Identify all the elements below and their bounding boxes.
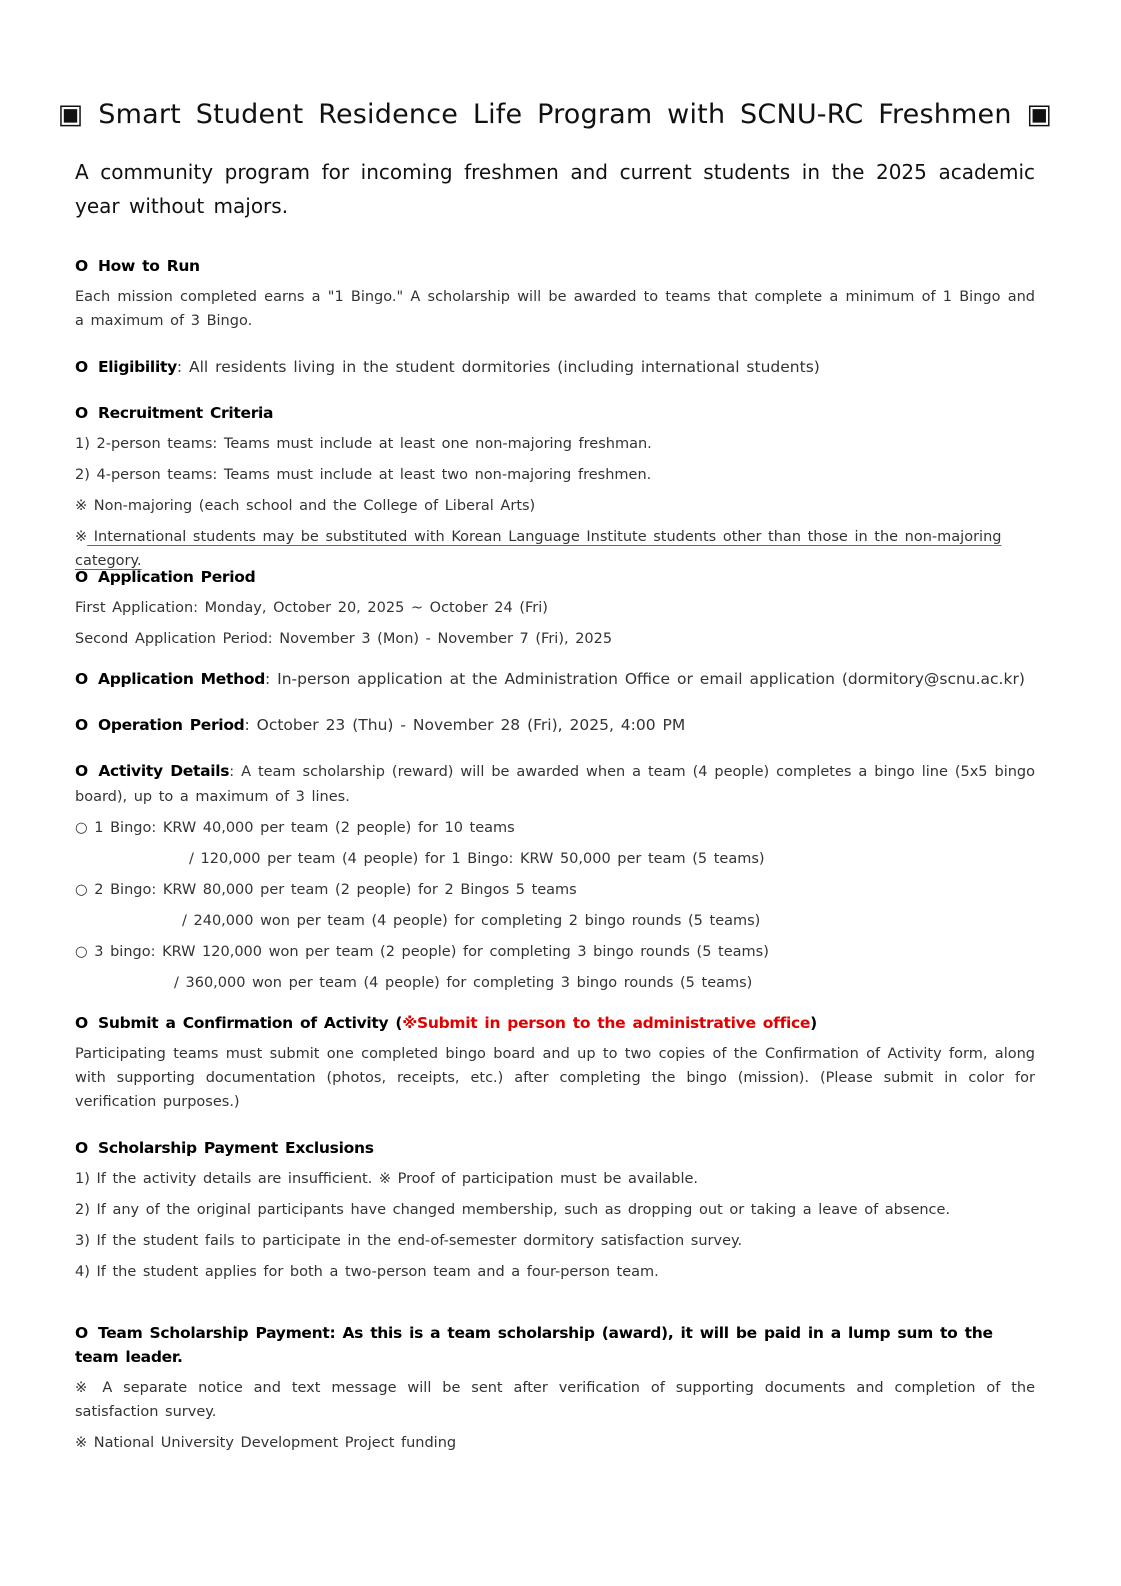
section-recruitment	[75, 401, 1035, 569]
section-text: : In-person application at the Administration Office or email application (dormitory@scnu.ac.kr)	[265, 670, 1025, 688]
heading-text: Operation Period	[98, 716, 245, 734]
heading-text: How to Run	[98, 257, 200, 275]
circle-bullet-icon: O	[75, 762, 88, 780]
list-item: 1) If the activity details are insufficient. ※ Proof of participation must be available.	[75, 1171, 699, 1187]
list-item: ○ 3 bingo: KRW 120,000 won per team (2 people) for completing 3 bingo rounds (5 teams)	[75, 944, 769, 960]
section-exclusions	[75, 1136, 1035, 1291]
section-activity-details	[75, 759, 1035, 1002]
list-item: ○ 2 Bingo: KRW 80,000 per team (2 people) for 2 Bingos 5 teams	[75, 882, 577, 898]
section-text: Each mission completed earns a "1 Bingo." A scholarship will be awarded to teams that complete a minimum of 1 Bingo and a maximum of 3 Bingo.	[75, 289, 1035, 329]
circle-bullet-icon: O	[75, 670, 88, 688]
section-heading	[75, 355, 1035, 379]
section-heading	[75, 1136, 1035, 1160]
section-heading	[75, 713, 1035, 737]
section-heading	[75, 667, 1035, 691]
page-title: ▣ Smart Student Residence Life Program with SCNU-RC Freshmen ▣	[57, 99, 1053, 130]
circle-bullet-icon: O	[75, 257, 88, 275]
section-text: Participating teams must submit one completed bingo board and up to two copies of the Confirmation of Activity form, along with supporting documentation (photos, receipts, etc.) after completing the bingo (mission). (Please submit in color for verification purposes.)	[75, 1046, 1035, 1110]
list-item: First Application: Monday, October 20, 2025 ~ October 24 (Fri)	[75, 600, 548, 616]
heading-close: )	[810, 1014, 817, 1032]
heading-text: Application Period	[98, 568, 256, 586]
section-heading	[75, 1011, 1035, 1035]
circle-bullet-icon: O	[75, 1014, 88, 1032]
circle-bullet-icon: O	[75, 1324, 88, 1342]
list-item: ○ 1 Bingo: KRW 40,000 per team (2 people) for 10 teams	[75, 820, 515, 836]
section-heading	[75, 565, 1035, 589]
list-item: 3) If the student fails to participate in the end-of-semester dormitory satisfaction survey.	[75, 1233, 743, 1249]
circle-bullet-icon: O	[75, 1139, 88, 1157]
section-text: : A team scholarship (reward) will be awarded when a team (4 people) completes a bingo line (5x5 bingo board), up to a maximum of 3 lines.	[75, 764, 1035, 805]
list-item: / 360,000 won per team (4 people) for completing 3 bingo rounds (5 teams)	[174, 975, 753, 991]
section-heading	[75, 401, 1035, 425]
heading-text: Eligibility	[98, 358, 177, 376]
section-heading	[75, 254, 1035, 278]
list-item: / 120,000 per team (4 people) for 1 Bingo: KRW 50,000 per team (5 teams)	[189, 851, 765, 867]
list-item: Second Application Period: November 3 (Mon) - November 7 (Fri), 2025	[75, 631, 613, 647]
heading-text: Activity Details	[98, 762, 230, 780]
list-item: ※ National University Development Project funding	[75, 1435, 457, 1451]
circle-bullet-icon: O	[75, 358, 88, 376]
section-heading	[75, 1321, 1035, 1369]
section-application-method	[75, 667, 1035, 691]
section-operation-period	[75, 713, 1035, 737]
list-item: 2) If any of the original participants have changed membership, such as dropping out or taking a leave of absence.	[75, 1202, 951, 1218]
section-application-period	[75, 565, 1035, 658]
list-item-note	[75, 525, 1035, 569]
heading-text: Scholarship Payment Exclusions	[98, 1139, 374, 1157]
list-item: ※ Non-majoring (each school and the College of Liberal Arts)	[75, 498, 536, 514]
heading-text: Team Scholarship Payment: As this is a team scholarship (award), it will be paid in a lump sum to the team leader.	[75, 1324, 993, 1366]
circle-bullet-icon: O	[75, 568, 88, 586]
section-text: : All residents living in the student dormitories (including international students)	[176, 358, 820, 376]
list-item: / 240,000 won per team (4 people) for completing 2 bingo rounds (5 teams)	[182, 913, 761, 929]
list-item: 4) If the student applies for both a two-person team and a four-person team.	[75, 1264, 659, 1280]
circle-bullet-icon: O	[75, 404, 88, 422]
section-heading	[75, 759, 1035, 809]
section-confirmation	[75, 1011, 1035, 1114]
list-item: 2) 4-person teams: Teams must include at least two non-majoring freshmen.	[75, 467, 652, 483]
section-text: : October 23 (Thu) - November 28 (Fri), 2025, 4:00 PM	[244, 716, 686, 734]
underlined-note: International students may be substituted with Korean Language Institute students other than those in the non-majoring category.	[75, 529, 1002, 569]
section-how-to-run	[75, 254, 1035, 333]
heading-text: Recruitment Criteria	[98, 404, 274, 422]
heading-red-note: ※Submit in person to the administrative office	[402, 1014, 811, 1032]
circle-bullet-icon: O	[75, 716, 88, 734]
section-team-payment	[75, 1321, 1035, 1462]
heading-text: Application Method	[98, 670, 265, 688]
note-symbol: ※	[75, 529, 88, 545]
section-text: ※ A separate notice and text message will be sent after verification of supporting documents and completion of the satisfaction survey.	[75, 1380, 1035, 1420]
document-page	[57, 96, 1053, 1462]
heading-text: Submit a Confirmation of Activity (	[98, 1014, 403, 1032]
intro-paragraph: A community program for incoming freshmen and current students in the 2025 academic year without majors.	[75, 160, 1035, 218]
list-item: 1) 2-person teams: Teams must include at least one non-majoring freshman.	[75, 436, 652, 452]
section-eligibility	[75, 355, 1035, 379]
